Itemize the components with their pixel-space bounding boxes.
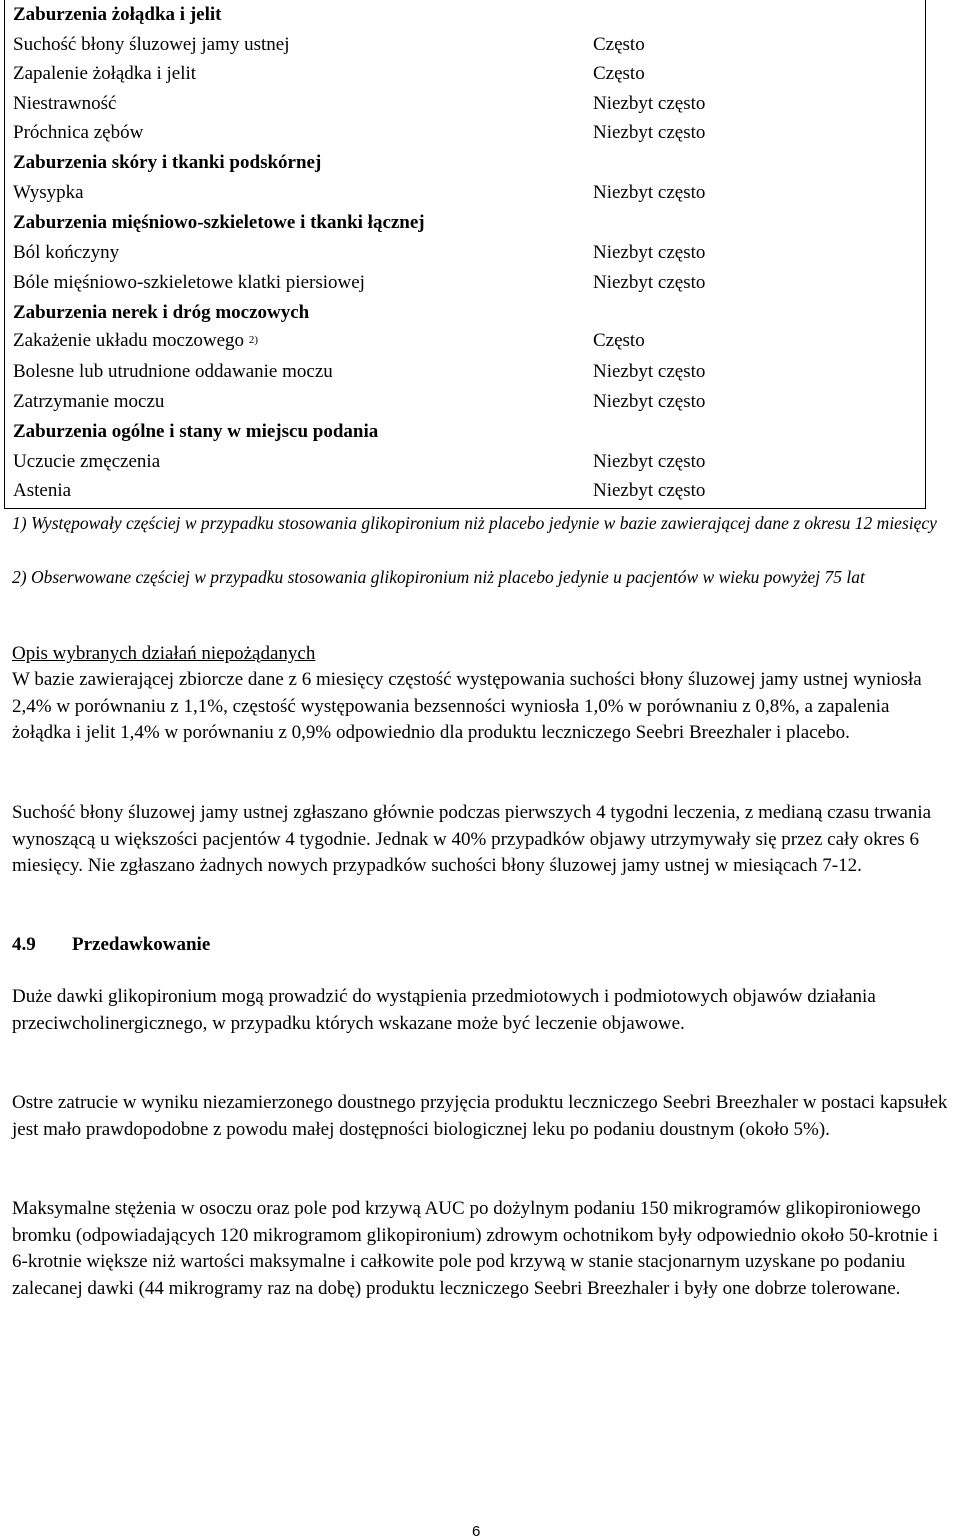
adverse-reactions-table bbox=[4, 0, 926, 509]
frequency-label: Niezbyt często bbox=[593, 242, 706, 263]
frequency-label: Niezbyt często bbox=[593, 272, 706, 293]
frequency-label: Niezbyt często bbox=[593, 93, 706, 114]
section-title: Przedawkowanie bbox=[72, 934, 211, 955]
footnote-marker: 2) bbox=[248, 334, 258, 346]
reaction-term: Zatrzymanie moczu bbox=[13, 391, 165, 412]
reaction-term: Ból kończyny bbox=[13, 242, 120, 263]
reaction-term: Niestrawność bbox=[13, 93, 117, 114]
frequency-label: Niezbyt często bbox=[593, 182, 706, 203]
category-label: Zaburzenia żołądka i jelit bbox=[13, 4, 222, 25]
category-label: Zaburzenia skóry i tkanki podskórnej bbox=[13, 152, 322, 173]
reaction-term: Astenia bbox=[13, 480, 72, 501]
frequency-label: Często bbox=[593, 330, 645, 351]
paragraph-overdose-2: Ostre zatrucie w wyniku niezamierzonego doustnego przyjęcia produktu leczniczego Seebri Breezhaler w postaci kapsułek jest mało prawdopodobne z powodu małej dostępności biologicznej leku po podaniu doustnym (około 5%). bbox=[12, 1092, 948, 1140]
footnote-2: 2) Obserwowane częściej w przypadku stosowania glikopironium niż placebo jedynie u pacjentów w wieku powyżej 75 lat bbox=[12, 567, 865, 587]
paragraph-overdose-3: Maksymalne stężenia w osoczu oraz pole pod krzywą AUC po dożylnym podaniu 150 mikrogramów glikopironiowego bromku (odpowiadających 120 mikrogramom glikopironium) zdrowym ochotnikom były odpowiednio około 50-krotnie i 6-krotnie większe niż wartości maksymalne i całkowite pole pod krzywą w stanie stacjonarnym uzyskane po podaniu zalecanej dawki (44 mikrogramy raz na dobę) produktu leczniczego Seebri Breezhaler i były one dobrze tolerowane. bbox=[12, 1198, 939, 1299]
paragraph-adverse-2: Suchość błony śluzowej jamy ustnej zgłaszano głównie podczas pierwszych 4 tygodni leczenia, z medianą czasu trwania wynoszącą u większości pacjentów 4 tygodnie. Jednak w 40% przypadków objawy utrzymywały się przez cały okres 6 miesięcy. Nie zgłaszano żadnych nowych przypadków suchości błony śluzowej jamy ustnej w miesiącach 7-12. bbox=[12, 802, 932, 876]
reaction-term: Zakażenie układu moczowego $^{2)}$ bbox=[13, 330, 258, 351]
reaction-term: Bolesne lub utrudnione oddawanie moczu bbox=[13, 361, 333, 382]
footnote-1: 1) Występowały częściej w przypadku stosowania glikopironium niż placebo jedynie w bazie zawierającej dane z okresu 12 miesięcy bbox=[12, 513, 937, 533]
category-label: Zaburzenia nerek i dróg moczowych bbox=[13, 302, 310, 323]
frequency-label: Niezbyt często bbox=[593, 122, 706, 143]
section-heading-adverse: Opis wybranych działań niepożądanych bbox=[12, 643, 316, 664]
reaction-term: Bóle mięśniowo-szkieletowe klatki piersiowej bbox=[13, 272, 365, 293]
paragraph-adverse-1: W bazie zawierającej zbiorcze dane z 6 miesięcy częstość występowania suchości błony śluzowej jamy ustnej wyniosła 2,4% w porównaniu z 1,1%, częstość występowania bezsenności wyniosła 1,0% w porównaniu z 0,8%, a zapalenia żołądka i jelit 1,4% w porównaniu z 0,9% odpowiednio dla produktu leczniczego Seebri Breezhaler i placebo. bbox=[12, 669, 922, 743]
frequency-label: Niezbyt często bbox=[593, 361, 706, 382]
reaction-term: Zapalenie żołądka i jelit bbox=[13, 63, 197, 84]
section-heading-overdose bbox=[12, 932, 210, 958]
frequency-label: Często bbox=[593, 63, 645, 84]
frequency-label: Często bbox=[593, 34, 645, 55]
category-label: Zaburzenia mięśniowo-szkieletowe i tkanki łącznej bbox=[13, 212, 425, 233]
category-label: Zaburzenia ogólne i stany w miejscu podania bbox=[13, 421, 379, 442]
reaction-term: Wysypka bbox=[13, 182, 84, 203]
frequency-label: Niezbyt często bbox=[593, 480, 706, 501]
frequency-label: Niezbyt często bbox=[593, 451, 706, 472]
frequency-label: Niezbyt często bbox=[593, 391, 706, 412]
paragraph-overdose-1: Duże dawki glikopironium mogą prowadzić do wystąpienia przedmiotowych i podmiotowych objawów działania przeciwcholinergicznego, w przypadku których wskazane może być leczenie objawowe. bbox=[12, 986, 876, 1034]
reaction-term: Suchość błony śluzowej jamy ustnej bbox=[13, 34, 290, 55]
page-number: 6 bbox=[472, 1523, 481, 1540]
reaction-term: Uczucie zmęczenia bbox=[13, 451, 161, 472]
section-number: 4.9 bbox=[12, 934, 36, 955]
reaction-term: Próchnica zębów bbox=[13, 122, 144, 143]
